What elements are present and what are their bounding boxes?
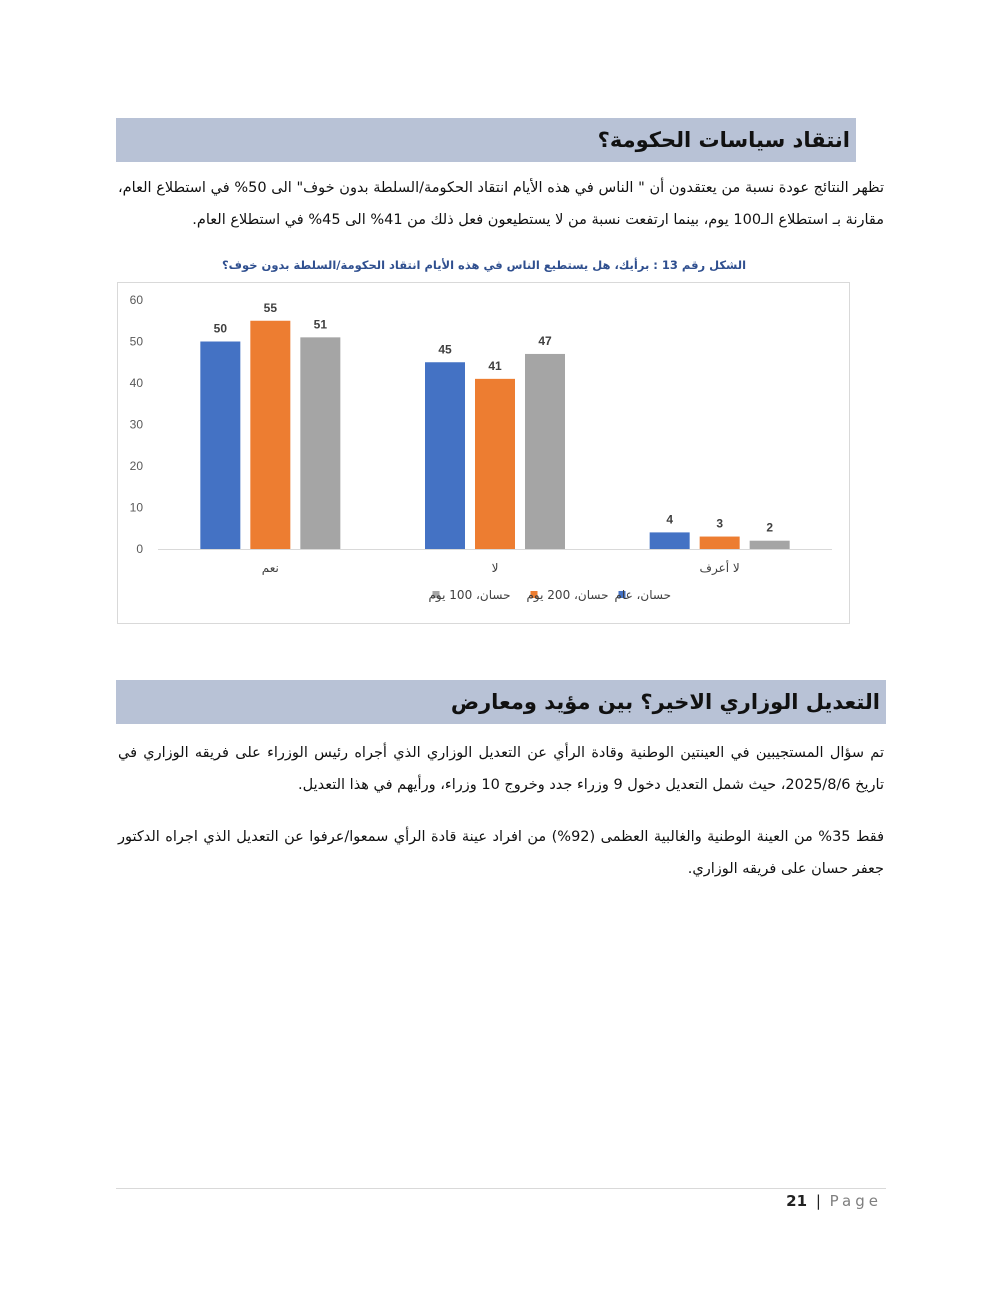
data-label: 51: [313, 317, 328, 332]
section-heading-2: التعديل الوزاري الاخير؟ بين مؤيد ومعارض: [450, 690, 880, 714]
category-label: نعم: [261, 561, 279, 575]
y-tick-label: 30: [129, 417, 143, 432]
data-label: 3: [716, 516, 724, 531]
legend-label: حسان، 100 يوم: [428, 588, 511, 602]
bar: [250, 321, 290, 549]
page-label: Page: [829, 1192, 882, 1210]
chart-caption: الشكل رقم 13 : برأيك، هل يستطيع الناس في هذه الأيام انتقاد الحكومة/السلطة بدون خوف؟: [221, 258, 747, 272]
footer-separator: |: [815, 1192, 821, 1210]
bar: [200, 342, 240, 550]
category-label: لا أعرف: [699, 561, 740, 575]
data-label: 47: [538, 333, 552, 348]
y-tick-label: 10: [129, 500, 143, 515]
section-1-paragraph: تظهر النتائج عودة نسبة من يعتقدون أن " الناس في هذه الأيام انتقاد الحكومة/السلطة بدون خوف" الى 50% في استطلاع العام، مقارنة بـ استطلاع الـ100 يوم، بينما ارتفعت نسبة من لا يستطيعون فعل ذلك من 41% الى 45% في استطلاع العام.: [118, 180, 884, 228]
section-heading-bar-2: [116, 680, 886, 724]
data-label: 4: [666, 512, 674, 527]
bar: [750, 541, 790, 549]
y-tick-label: 0: [136, 542, 143, 556]
bar: [650, 532, 690, 549]
legend-label: حسان، عام: [614, 588, 672, 602]
footer-divider: [116, 1188, 886, 1189]
y-tick-label: 40: [129, 376, 143, 390]
section-2-paragraph-1: تم سؤال المستجيبين في العينتين الوطنية وقادة الرأي عن التعديل الوزاري الذي أجراه رئيس الوزراء على فريقه الوزاري في تاريخ 2025/8/6، حيث شمل التعديل دخول 9 وزراء جدد وخروج 10 وزراء، ورأيهم في هذا التعديل.: [118, 745, 884, 793]
bar: [475, 379, 515, 549]
data-label: 55: [263, 300, 278, 315]
data-label: 45: [438, 342, 452, 357]
section-2-paragraph-2: فقط 35% من العينة الوطنية والغالبية العظمى (92%) من افراد عينة قادة الرأي سمعوا/عرفوا عن التعديل الذي اجراه الدكتور جعفر حسان على فريقه الوزاري.: [118, 829, 884, 877]
y-tick-label: 60: [129, 293, 143, 307]
data-label: 50: [213, 321, 228, 336]
bar: [525, 354, 565, 549]
bar: [425, 362, 465, 549]
page-footer: [786, 1192, 882, 1210]
section-heading-bar-1: [116, 118, 856, 162]
chart-container: [117, 282, 850, 624]
page-number: 21: [786, 1192, 808, 1210]
bar: [300, 337, 340, 549]
data-label: 2: [766, 520, 774, 535]
data-label: 41: [488, 358, 502, 373]
category-label: لا: [491, 561, 499, 575]
bar-chart: [118, 283, 849, 623]
section-heading-1: انتقاد سياسات الحكومة؟: [597, 128, 850, 152]
y-tick-label: 50: [129, 334, 143, 349]
y-tick-label: 20: [129, 459, 143, 473]
bar: [700, 537, 740, 549]
legend-label: حسان، 200 يوم: [526, 588, 609, 602]
